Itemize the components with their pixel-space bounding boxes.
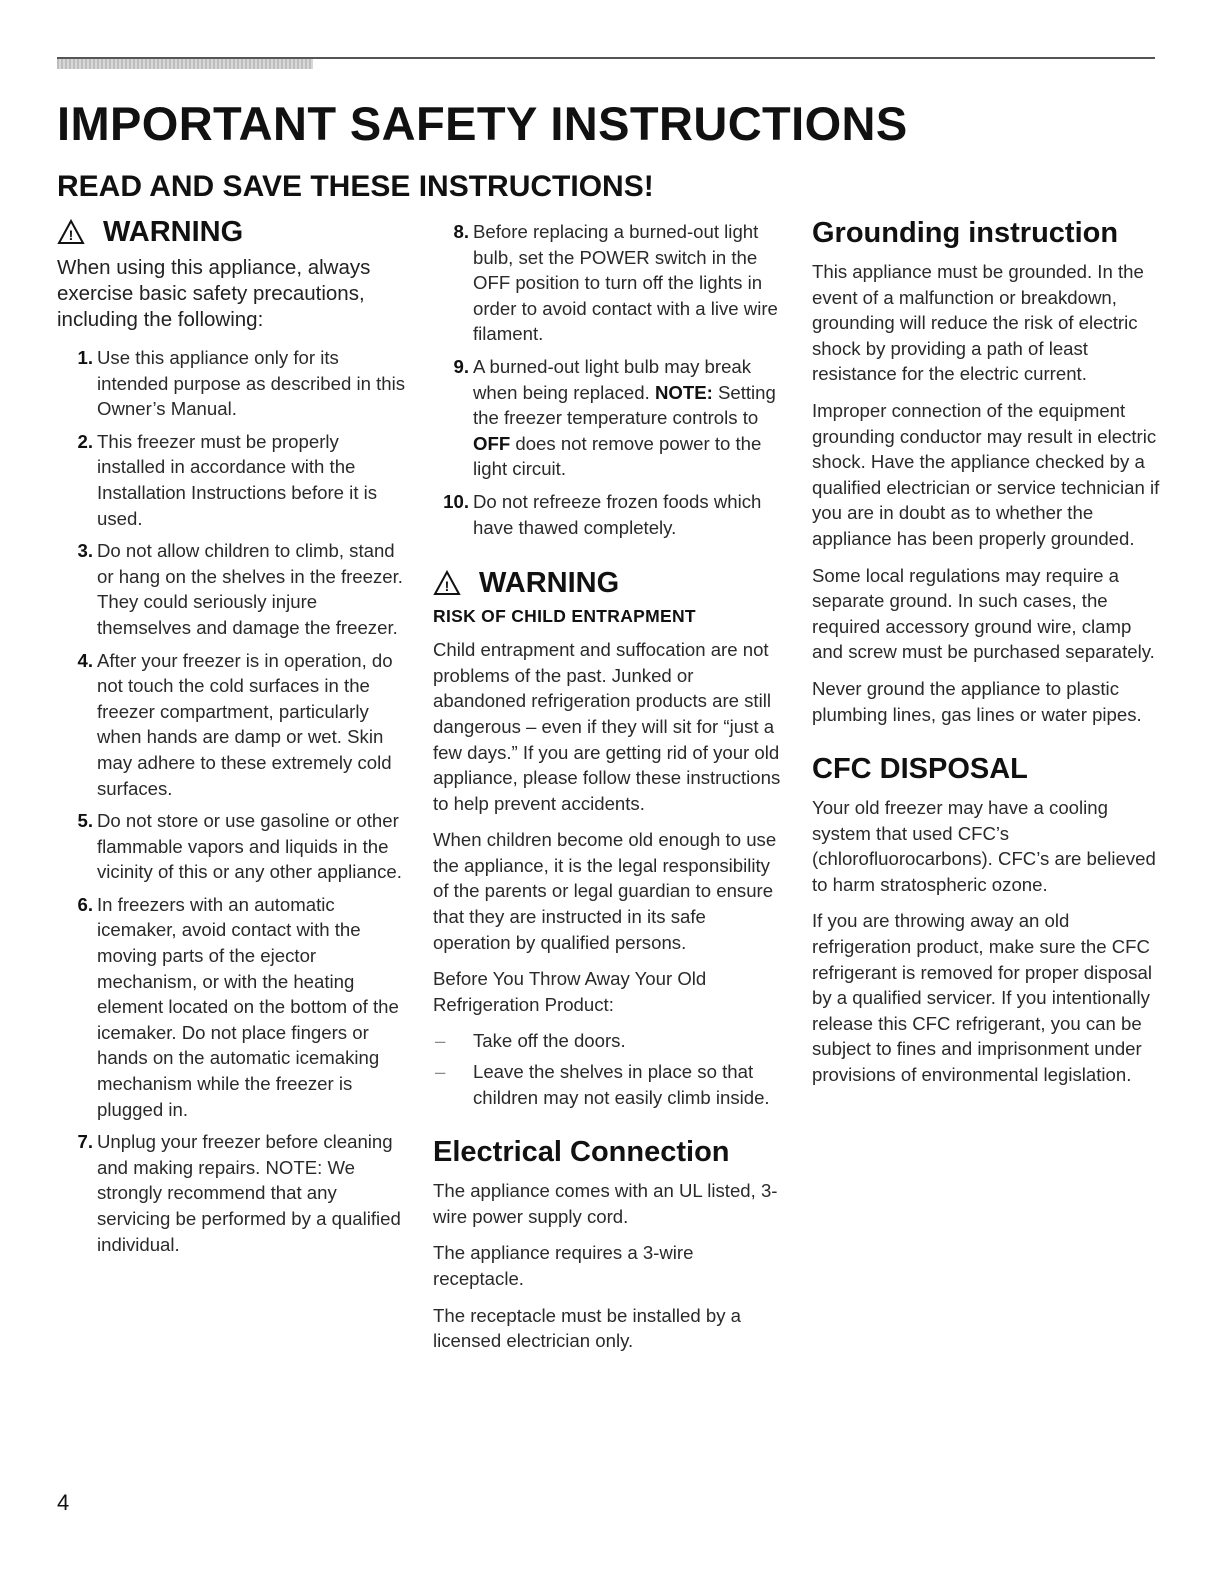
paragraph: The appliance requires a 3-wire receptacle. (433, 1242, 694, 1289)
paragraph: The appliance comes with an UL listed, 3-wire power supply cord. (433, 1180, 778, 1227)
list-item: 4. After your freezer is in operation, do not touch the cold surfaces in the freezer compartment, particularly when hands are damp or wet. Skin may adhere to these extremely cold surfaces. (77, 649, 393, 799)
electrical-heading: Electrical Connection (433, 1136, 730, 1169)
warning-triangle-icon (57, 219, 85, 245)
list-item: 1. Use this appliance only for its intended purpose as described in this Owner’s Manual. (77, 347, 406, 420)
cfc-heading: CFC DISPOSAL (812, 753, 1028, 786)
svg-text:!: ! (444, 578, 450, 595)
column-left (57, 215, 407, 1264)
paragraph: When children become old enough to use the appliance, it is the legal responsibility of the parents or legal guardian to ensure that they are instructed in its safe operation by qualified persons. (433, 829, 777, 953)
paragraph: If you are throwing away an old refrigeration product, make sure the CFC refrigerant is removed for proper disposal by a qualified servicer. If you intentionally release this CFC refrigerant, you can be subject to fines and imprisonment under provisions of environmental legislation. (812, 910, 1153, 1086)
page-title: IMPORTANT SAFETY INSTRUCTIONS (57, 97, 908, 150)
list-item: 7. Unplug your freezer before cleaning and making repairs. NOTE: We strongly recommend that any servicing be performed by a qualified individual. (77, 1131, 401, 1255)
header-rule (57, 57, 1155, 59)
paragraph: Never ground the appliance to plastic plumbing lines, gas lines or water pipes. (812, 677, 1142, 725)
warning-triangle-icon (433, 570, 461, 596)
page-number: 4 (57, 1490, 70, 1515)
paragraph: Some local regulations may require a separate ground. In such cases, the required accessory ground wire, clamp and screw must be purchased separately. (812, 564, 1155, 663)
list-item: 10. Do not refreeze frozen foods which have thawed completely. (443, 490, 762, 538)
paragraph: This appliance must be grounded. In the event of a malfunction or breakdown, grounding will reduce the risk of electric shock by providing a path of least resistance for the electric current. (812, 261, 1144, 385)
list-item: 6. In freezers with an automatic icemaker, avoid contact with the moving parts of the ejector mechanism, or with the heating element located on the bottom of the icemaker. Do not place fingers or hands on the automatic icemaking mechanism while the freezer is plugged in. (77, 893, 399, 1120)
warning-intro: When using this appliance, always exercise basic safety precautions, including the following: (57, 256, 371, 331)
list-item: 8. Before replacing a burned-out light bulb, set the POWER switch in the OFF position to turn off the lights in order to avoid contact with a live wire filament. (453, 221, 778, 345)
list-item: – Take off the doors. (435, 1030, 626, 1052)
list-item: 2. This freezer must be properly installed in accordance with the Installation Instructions before it is used. (77, 430, 378, 529)
warning-heading-label: WARNING (103, 216, 244, 248)
paragraph: Improper connection of the equipment grounding conductor may result in electric shock. Have the appliance checked by a qualified electrician or service technician if you are in doubt as to whether the appliance has been properly grounded. (812, 399, 1160, 549)
list-item: – Leave the shelves in place so that children may not easily climb inside. (435, 1061, 770, 1108)
warning-heading-label: WARNING (479, 567, 620, 600)
grounding-heading: Grounding instruction (812, 217, 1119, 249)
safety-list (57, 345, 407, 1257)
paragraph: Your old freezer may have a cooling system that used CFC’s (chlorofluorocarbons). CFC’s are believed to harm stratospheric ozone. (812, 797, 1156, 895)
list-item: 5. Do not store or use gasoline or other flammable vapors and liquids in the vicinity of this or any other appliance. (77, 810, 402, 883)
list-item: 9. A burned-out light bulb may break when being replaced. NOTE: Setting the freezer temperature controls to OFF does not remove power to the light circuit. (453, 355, 776, 480)
column-right (812, 215, 1162, 1099)
svg-text:!: ! (68, 227, 74, 243)
child-entrapment-subheading: RISK OF CHILD ENTRAPMENT (433, 606, 696, 627)
paragraph: The receptacle must be installed by a licensed electrician only. (433, 1304, 741, 1352)
paragraph: Before You Throw Away Your Old Refrigeration Product: (433, 968, 707, 1015)
paragraph: Child entrapment and suffocation are not problems of the past. Junked or abandoned refrigeration products are still dangerous – even if they will sit for “just a few days.” If you are getting rid of your old appliance, please follow these instructions to help prevent accidents. (433, 639, 781, 814)
warning-heading-child (433, 566, 783, 600)
disposal-steps (433, 1028, 783, 1110)
page-subtitle: READ AND SAVE THESE INSTRUCTIONS! (57, 170, 654, 203)
safety-list-continued (433, 219, 783, 540)
list-item: 3. Do not allow children to climb, stand or hang on the shelves in the freezer. They could seriously injure themselves and damage the freezer. (77, 540, 403, 638)
column-middle (433, 219, 783, 1365)
warning-heading (57, 215, 407, 249)
